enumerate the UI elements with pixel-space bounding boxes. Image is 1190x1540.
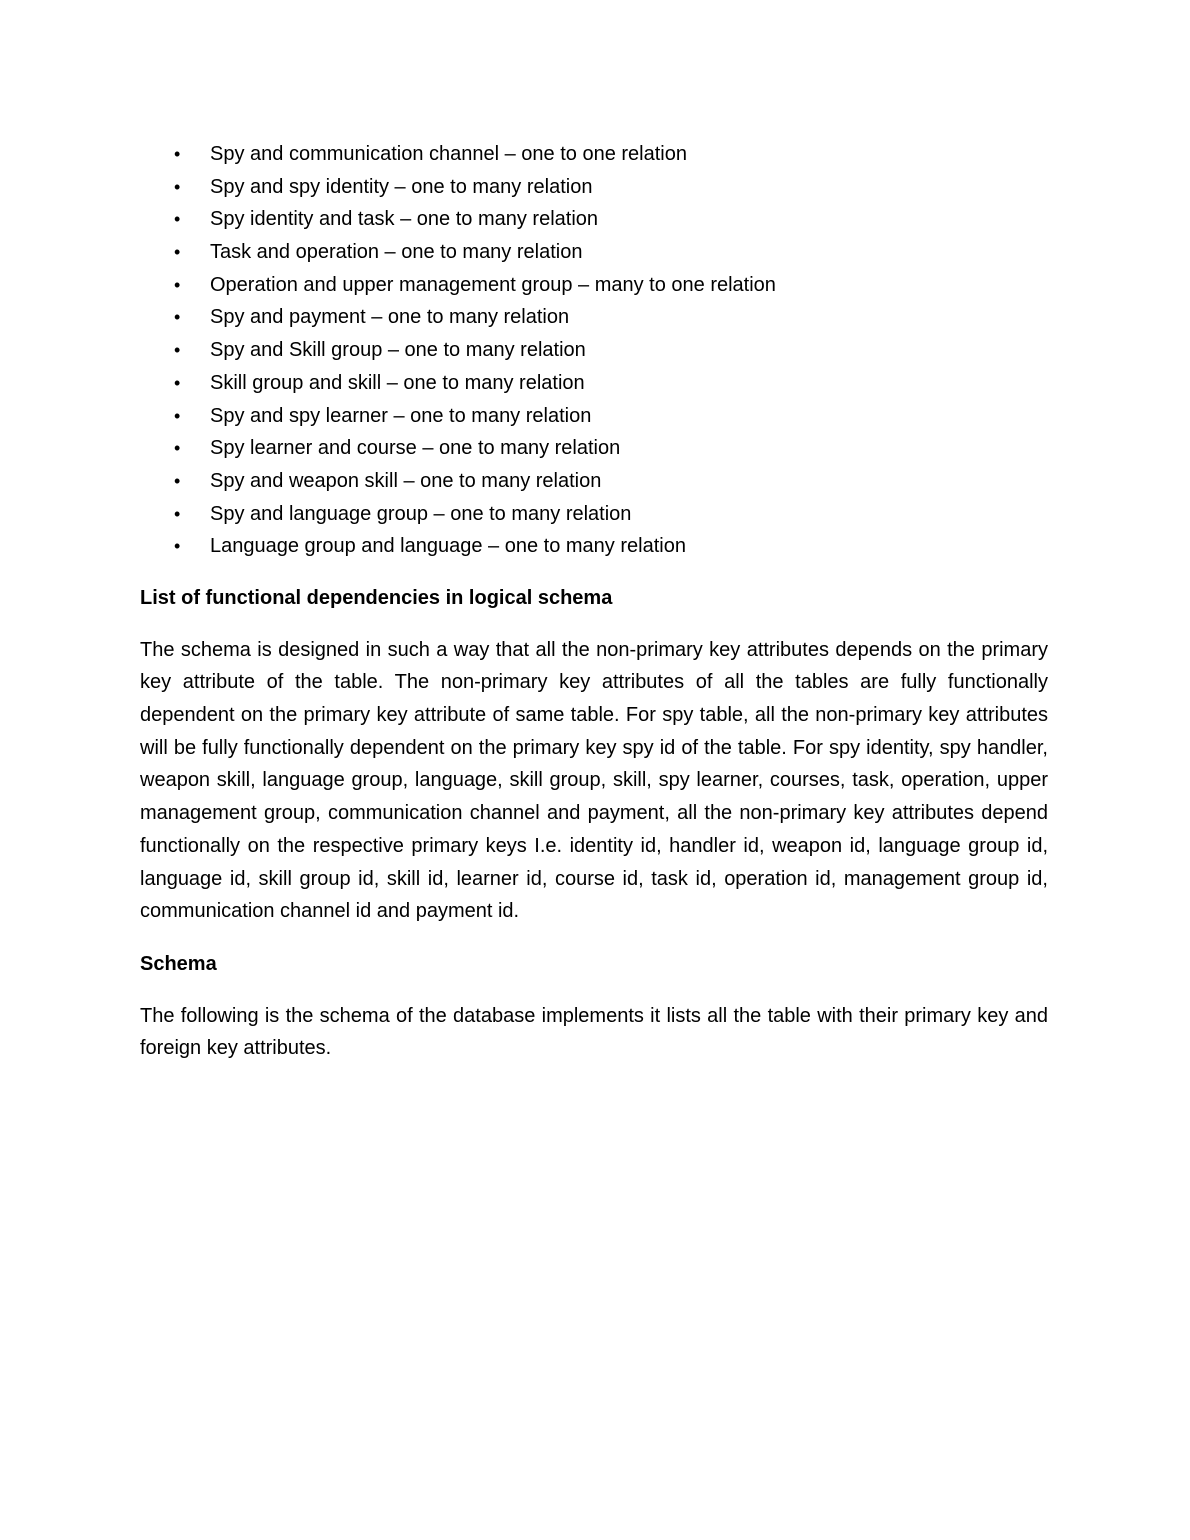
functional-dependencies-heading: List of functional dependencies in logical schema bbox=[140, 586, 613, 609]
list-item-text: Spy learner and course – one to many relation bbox=[210, 437, 621, 460]
functional-dependencies-paragraph: The schema is designed in such a way that all the non-primary key attributes depends on the primary key attribute of the table. The non-primary key attributes of all the tables are fully functionally dependent on the primary key attribute of same table. For spy table, all the non-primary key attributes will be fully functionally dependent on the primary key spy id of the table. For spy identity, spy handler, weapon skill, language group, language, skill group, skill, spy learner, courses, task, operation, upper management group, communication channel and payment, all the non-primary key attributes depend functionally on the respective primary keys I.e. identity id, handler id, weapon id, language group id, language id, skill group id, skill id, learner id, course id, task id, operation id, management group id, communication channel id and payment id. bbox=[140, 638, 1048, 923]
bullet-icon: • bbox=[174, 438, 181, 459]
list-item bbox=[140, 301, 1048, 334]
list-item-text: Task and operation – one to many relation bbox=[210, 241, 583, 264]
list-item-text: Spy and weapon skill – one to many relation bbox=[210, 469, 602, 492]
bullet-icon: • bbox=[174, 340, 181, 361]
list-item bbox=[140, 236, 1048, 269]
bullet-icon: • bbox=[174, 274, 181, 295]
bullet-icon: • bbox=[174, 470, 181, 491]
list-item bbox=[140, 367, 1048, 400]
list-item-text: Skill group and skill – one to many relation bbox=[210, 371, 585, 394]
list-item bbox=[140, 465, 1048, 498]
list-item-text: Spy and language group – one to many relation bbox=[210, 502, 632, 525]
list-item-text: Spy and spy learner – one to many relation bbox=[210, 404, 592, 427]
list-item bbox=[140, 530, 1048, 563]
bullet-icon: • bbox=[174, 144, 181, 164]
list-item-text: Operation and upper management group – many to one relation bbox=[210, 273, 776, 296]
list-item-text: Spy and payment – one to many relation bbox=[210, 306, 570, 329]
list-item bbox=[140, 203, 1048, 236]
schema-paragraph: The following is the schema of the database implements it lists all the table with their primary key and foreign key attributes. bbox=[140, 1004, 1048, 1060]
list-item bbox=[140, 334, 1048, 367]
bullet-icon: • bbox=[174, 176, 181, 197]
bullet-icon: • bbox=[174, 503, 181, 524]
list-item-text: Spy and communication channel – one to one relation bbox=[210, 143, 687, 165]
bullet-icon: • bbox=[174, 209, 181, 230]
list-item-text: Language group and language – one to many relation bbox=[210, 535, 686, 558]
page-content bbox=[140, 138, 1048, 1065]
list-item bbox=[140, 498, 1048, 531]
bullet-icon: • bbox=[174, 307, 181, 328]
list-item bbox=[140, 400, 1048, 433]
relations-list bbox=[140, 138, 1048, 563]
bullet-icon: • bbox=[174, 242, 181, 263]
list-item bbox=[140, 171, 1048, 204]
bullet-icon: • bbox=[174, 536, 181, 557]
list-item bbox=[140, 138, 1048, 171]
list-item-text: Spy identity and task – one to many relation bbox=[210, 208, 599, 231]
schema-heading: Schema bbox=[140, 952, 217, 975]
list-item-text: Spy and Skill group – one to many relation bbox=[210, 339, 586, 362]
list-item bbox=[140, 432, 1048, 465]
bullet-icon: • bbox=[174, 405, 181, 426]
list-item-text: Spy and spy identity – one to many relation bbox=[210, 175, 593, 198]
bullet-icon: • bbox=[174, 372, 181, 393]
list-item bbox=[140, 269, 1048, 302]
